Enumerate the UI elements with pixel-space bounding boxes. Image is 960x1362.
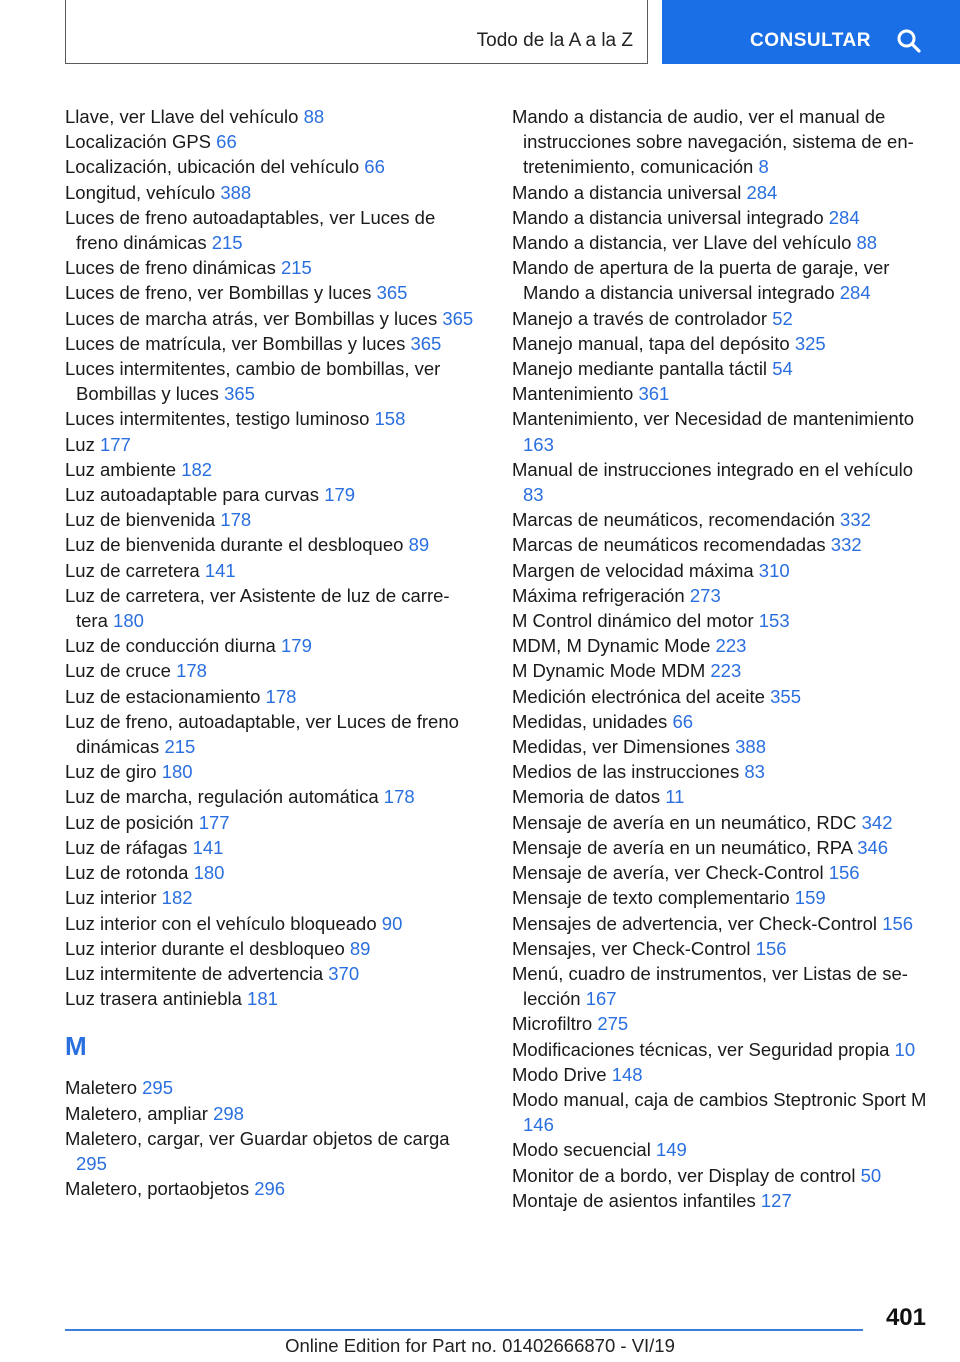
footer-edition: Online Edition for Part no. 01402666870 - VI/19 [285,1335,675,1356]
entry-term: Luz ambiente [65,458,177,480]
index-entry [512,684,932,709]
entry-page-link[interactable]: 153 [758,610,790,632]
entry-term: Luces intermitentes, testigo luminoso [65,408,370,430]
entry-term: Medidas, ver Dimensiones [512,736,730,758]
index-entry [65,129,475,154]
footer-divider [65,1329,863,1331]
index-entry [65,205,475,255]
entry-page-link[interactable]: 284 [746,181,778,203]
index-entry [512,911,932,936]
index-entry [512,406,932,456]
index-entry [65,810,475,835]
entry-page-link[interactable]: 50 [860,1164,882,1186]
entry-term: Luz de marcha, regulación automática [65,786,379,808]
entry-term: Luces intermitentes, cambio de bombillas, ver Bombillas y luces [65,358,441,405]
entry-page-link[interactable]: 163 [523,433,554,455]
entry-term: Mensaje de avería, ver Check-Control [512,862,824,884]
entry-term: Marcas de neumáticos, recomendación [512,509,835,531]
entry-page-link[interactable]: 223 [710,660,742,682]
index-entry [65,961,475,986]
index-entry [65,356,475,406]
index-entry [65,936,475,961]
entry-term: Luz autoadaptable para curvas [65,484,320,506]
entry-page-link[interactable]: 365 [224,383,255,405]
index-entry [512,1011,932,1036]
index-entry [512,255,932,305]
entry-page-link[interactable]: 180 [113,610,144,632]
entry-page-link[interactable]: 180 [193,862,225,884]
entry-page-link[interactable]: 158 [374,408,406,430]
index-entry [65,835,475,860]
index-entry [65,331,475,356]
entry-term: Mando a distancia, ver Llave del vehículo [512,232,852,254]
entry-page-link[interactable]: 178 [383,786,415,808]
index-entry [512,835,932,860]
entry-page-link[interactable]: 88 [856,232,878,254]
entry-page-link[interactable]: 141 [192,836,224,858]
entry-term: Montaje de asientos infantiles [512,1189,756,1211]
entry-term: Luz de ráfagas [65,836,188,858]
entry-page-link[interactable]: 284 [839,282,871,304]
index-entry [512,532,932,557]
index-entry [65,482,475,507]
index-entry [65,911,475,936]
index-entry [65,759,475,784]
index-entry [512,1163,932,1188]
index-entry [65,1075,475,1100]
index-entry [65,885,475,910]
entry-term: Memoria de datos [512,786,661,808]
entry-term: Modo secuencial [512,1139,651,1161]
entry-term: Mantenimiento, ver Necesidad de mantenimiento [512,408,915,430]
entry-term: Luz intermitente de advertencia [65,962,324,984]
entry-term: Modificaciones técnicas, ver Seguridad propia [512,1038,890,1060]
consult-label: CONSULTAR [750,30,871,51]
entry-page-link[interactable]: 54 [772,358,793,380]
entry-page-link[interactable]: 83 [523,484,544,506]
index-entry [512,331,932,356]
index-entry [65,507,475,532]
entry-term: Maletero, cargar, ver Guardar objetos de carga [65,1127,450,1149]
entry-page-link[interactable]: 325 [794,332,826,354]
entry-term: Mensaje de texto complementario [512,887,790,909]
index-entry [65,633,475,658]
index-entry [65,532,475,557]
entry-page-link[interactable]: 342 [861,811,893,833]
header-section-box [65,0,648,64]
entry-page-link[interactable]: 90 [381,912,403,934]
entry-page-link[interactable]: 215 [164,736,196,758]
entry-term: Luces de freno dinámicas [65,257,276,279]
entry-page-link[interactable]: 298 [213,1102,244,1124]
entry-page-link[interactable]: 178 [220,509,252,531]
entry-term: Llave, ver Llave del vehículo [65,106,299,127]
index-entry [512,558,932,583]
index-column-left [65,104,475,1201]
entry-term: Luz de bienvenida [65,509,216,531]
entry-term: Monitor de a bordo, ver Display de control [512,1164,856,1186]
index-entry [65,558,475,583]
entry-term: Modo Drive [512,1063,607,1085]
entry-page-link[interactable]: 273 [689,584,721,606]
entry-term: MDM, M Dynamic Mode [512,635,711,657]
index-list-l [65,104,475,1011]
entry-page-link[interactable]: 66 [216,131,237,153]
index-entry [512,205,932,230]
index-entry [65,280,475,305]
entry-term: Luz de carretera, ver Asistente de luz de carretera [65,584,450,632]
entry-term: Mando de apertura de la puerta de garaje, ver Mando a distancia universal integrado [512,257,890,304]
index-entry [512,961,932,1011]
entry-page-link[interactable]: 8 [758,156,769,178]
entry-term: Luz de freno, autoadaptable, ver Luces de freno dinámicas [65,710,459,758]
entry-page-link[interactable]: 148 [611,1063,643,1085]
entry-term: Manejo mediante pantalla táctil [512,358,768,380]
entry-term: Luz interior con el vehículo bloqueado [65,912,377,934]
entry-term: Luz [65,433,95,455]
entry-term: Medidas, unidades [512,710,668,732]
page-number: 401 [885,1304,926,1331]
entry-term: Menú, cuadro de instrumentos, ver Listas de selección [512,962,908,1010]
entry-page-link[interactable]: 89 [408,534,430,556]
index-entry [65,306,475,331]
index-entry [65,860,475,885]
entry-page-link[interactable]: 296 [254,1178,286,1200]
entry-term: Luz trasera antiniebla [65,988,242,1010]
index-entry [512,583,932,608]
entry-page-link[interactable]: 361 [638,383,670,405]
entry-page-link[interactable]: 11 [665,786,685,808]
index-entry [65,255,475,280]
entry-term: Mensaje de avería en un neumático, RDC [512,811,857,833]
entry-page-link[interactable]: 332 [840,509,871,531]
index-entry [65,658,475,683]
entry-term: Margen de velocidad máxima [512,559,754,581]
entry-page-link[interactable]: 66 [364,156,385,178]
entry-page-link[interactable]: 156 [828,862,860,884]
index-entry [512,734,932,759]
entry-term: Medios de las instrucciones [512,761,740,783]
index-entry [65,457,475,482]
entry-page-link[interactable]: 365 [442,307,474,329]
index-entry [65,406,475,431]
index-entry [512,1037,932,1062]
index-entry [512,810,932,835]
entry-term: Localización GPS [65,131,212,153]
entry-page-link[interactable]: 388 [220,181,252,203]
entry-page-link[interactable]: 167 [585,988,617,1010]
entry-term: Mantenimiento [512,383,634,405]
entry-term: Mensajes, ver Check-Control [512,937,751,959]
entry-page-link[interactable]: 156 [882,912,914,934]
index-entry [512,709,932,734]
index-entry [65,1101,475,1126]
entry-page-link[interactable]: 284 [828,206,860,228]
index-entry [512,457,932,507]
index-entry [512,608,932,633]
entry-page-link[interactable]: 179 [324,484,356,506]
index-entry [512,759,932,784]
entry-term: Luz de conducción diurna [65,635,276,657]
entry-page-link[interactable]: 159 [794,887,826,909]
index-entry [512,1087,932,1137]
entry-page-link[interactable]: 310 [758,559,790,581]
index-entry [512,381,932,406]
entry-page-link[interactable]: 215 [280,257,312,279]
index-entry [512,1137,932,1162]
entry-page-link[interactable]: 332 [830,534,862,556]
entry-term: Mensaje de avería en un neumático, RPA [512,836,853,858]
entry-page-link[interactable]: 83 [744,761,765,783]
entry-term: Luces de freno autoadaptables, ver Luces de freno dinámicas [65,206,436,254]
index-entry [512,306,932,331]
index-entry [65,180,475,205]
entry-term: Mensajes de advertencia, ver Check-Control [512,912,878,934]
entry-page-link[interactable]: 182 [161,887,193,909]
entry-page-link[interactable]: 215 [211,232,243,254]
entry-page-link[interactable]: 365 [376,282,408,304]
entry-term: Microfiltro [512,1013,593,1035]
entry-term: Manejo manual, tapa del depósito [512,332,790,354]
index-entry [512,104,932,180]
entry-page-link[interactable]: 370 [328,962,360,984]
entry-term: Luz de carretera [65,559,200,581]
index-entry [512,633,932,658]
entry-page-link[interactable]: 149 [655,1139,687,1161]
index-entry [512,1062,932,1087]
index-entry [512,860,932,885]
search-icon [896,28,922,54]
index-entry [65,709,475,759]
entry-page-link[interactable]: 295 [142,1077,173,1099]
index-entry [512,356,932,381]
index-entry [65,583,475,633]
entry-term: Luz de giro [65,761,157,783]
entry-term: Maletero, ampliar [65,1102,208,1124]
entry-term: Mando a distancia universal [512,181,742,203]
entry-page-link[interactable]: 223 [715,635,747,657]
entry-term: Longitud, vehículo [65,181,216,203]
entry-term: M Control dinámico del motor [512,610,754,632]
section-title: Todo de la A a la Z [476,30,633,51]
entry-term: Luz de cruce [65,660,171,682]
entry-term: Luz interior [65,887,157,909]
entry-page-link[interactable]: 365 [410,332,442,354]
entry-term: Maletero, portaobjetos [65,1178,250,1200]
entry-page-link[interactable]: 177 [198,811,230,833]
entry-page-link[interactable]: 146 [523,1114,554,1136]
entry-term: Modo manual, caja de cambios Steptronic Sport M [512,1088,927,1110]
entry-page-link[interactable]: 355 [770,685,801,707]
entry-term: Medición electrónica del aceite [512,685,765,707]
index-entry [65,986,475,1011]
entry-term: Luz interior durante el desbloqueo [65,937,345,959]
index-list-m [65,1075,475,1201]
index-entry [65,104,475,129]
entry-term: Luz de bienvenida durante el desbloqueo [65,534,404,556]
entry-term: Manual de instrucciones integrado en el vehículo [512,458,914,480]
entry-term: Luces de matrícula, ver Bombillas y luces [65,332,406,354]
entry-term: Luz de estacionamiento [65,685,261,707]
entry-page-link[interactable]: 181 [247,988,278,1010]
entry-page-link[interactable]: 141 [204,559,236,581]
entry-page-link[interactable]: 182 [181,458,213,480]
entry-term: Manejo a través de controlador [512,307,768,329]
index-entry [65,1126,475,1176]
index-entry [65,432,475,457]
entry-page-link[interactable]: 89 [349,937,371,959]
entry-page-link[interactable]: 178 [265,685,297,707]
entry-page-link[interactable]: 179 [281,635,312,657]
entry-page-link[interactable]: 52 [772,307,793,329]
entry-term: Mando a distancia de audio, ver el manual de instrucciones sobre navegación, sistema de entretenimiento, comunicación [512,106,914,178]
entry-term: Mando a distancia universal integrado [512,206,824,228]
entry-term: Marcas de neumáticos recomendadas [512,534,826,556]
entry-page-link[interactable]: 180 [161,761,193,783]
entry-term: Luces de freno, ver Bombillas y luces [65,282,372,304]
entry-page-link[interactable]: 388 [735,736,766,758]
entry-page-link[interactable]: 10 [894,1038,916,1060]
entry-term: Luz de rotonda [65,862,189,884]
index-entry [512,1188,932,1213]
consult-button[interactable] [662,0,960,64]
entry-page-link[interactable]: 156 [755,937,787,959]
entry-page-link[interactable]: 88 [303,106,325,127]
index-entry [512,885,932,910]
index-entry [512,936,932,961]
entry-term: Máxima refrigeración [512,584,685,606]
entry-page-link[interactable]: 346 [857,836,889,858]
entry-term: Luces de marcha atrás, ver Bombillas y luces [65,307,438,329]
entry-page-link[interactable]: 178 [176,660,207,682]
index-entry [65,154,475,179]
index-entry [512,180,932,205]
index-entry [65,684,475,709]
entry-page-link[interactable]: 127 [760,1189,792,1211]
entry-page-link[interactable]: 177 [99,433,131,455]
entry-page-link[interactable]: 66 [672,710,694,732]
index-entry [512,230,932,255]
index-entry [65,1176,475,1201]
index-entry [512,658,932,683]
index-column-right [512,104,932,1213]
entry-page-link[interactable]: 295 [76,1152,107,1174]
entry-term: Luz de posición [65,811,194,833]
section-letter: M [65,1031,87,1062]
index-list-m-continued [512,104,932,1213]
index-entry [512,784,932,809]
entry-term: Localización, ubicación del vehículo [65,156,360,178]
entry-term: Maletero [65,1077,137,1099]
entry-term: M Dynamic Mode MDM [512,660,706,682]
index-entry [65,784,475,809]
index-entry [512,507,932,532]
entry-page-link[interactable]: 275 [597,1013,629,1035]
